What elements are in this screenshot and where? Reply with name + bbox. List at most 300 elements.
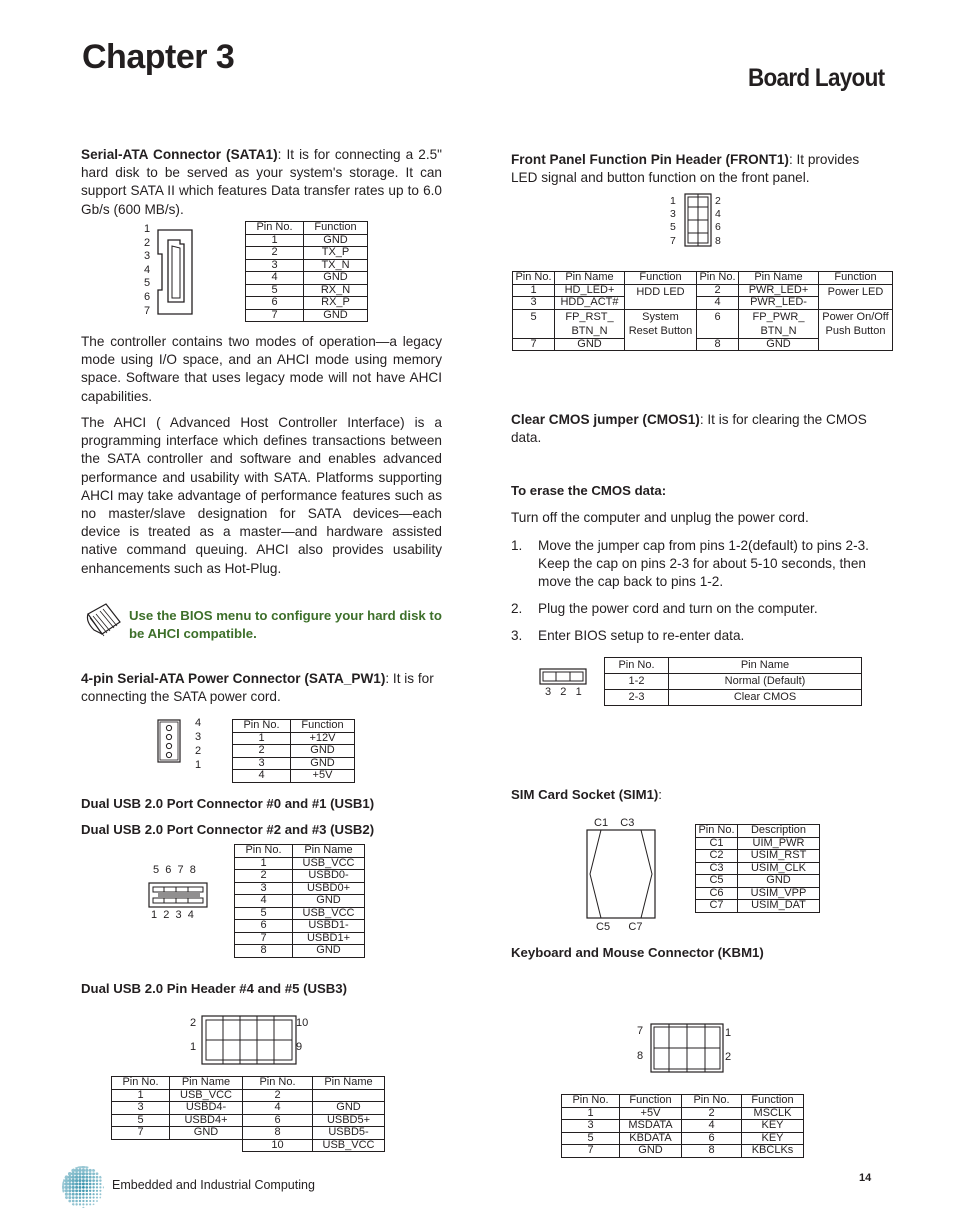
logo-dot xyxy=(96,1176,99,1179)
logo-dot xyxy=(89,1172,92,1175)
table-header: Pin No. xyxy=(562,1095,620,1108)
table-cell: UIM_PWR xyxy=(738,837,820,850)
table-cell: USB_VCC xyxy=(170,1089,243,1102)
usb3-label-tl: 2 xyxy=(190,1017,197,1029)
logo-dot xyxy=(75,1176,78,1179)
page-number: 14 xyxy=(859,1172,872,1184)
front1-table xyxy=(512,271,893,351)
logo-dot xyxy=(82,1169,85,1172)
table-cell: +12V xyxy=(291,732,355,745)
table-cell: USB_VCC xyxy=(313,1139,385,1152)
table-cell: GND xyxy=(304,309,368,322)
logo-dot xyxy=(72,1203,75,1206)
table-cell: 3 xyxy=(112,1102,170,1115)
table-cell: FP_RST_ BTN_N xyxy=(555,309,625,338)
cmos1-paragraph xyxy=(511,411,881,447)
logo-dot xyxy=(68,1182,71,1185)
logo-dot xyxy=(78,1179,81,1182)
step-text: Enter BIOS setup to re-enter data. xyxy=(538,628,745,643)
logo-dot xyxy=(68,1186,71,1189)
table-cell xyxy=(170,1139,243,1152)
table-cell: TX_N xyxy=(304,259,368,272)
table-cell: 2 xyxy=(697,284,739,297)
logo-dot xyxy=(86,1193,88,1195)
table-cell: GND xyxy=(313,1102,385,1115)
logo-dot xyxy=(65,1182,68,1185)
logo-dot xyxy=(82,1189,85,1192)
usb2-top-pins: 5 6 7 8 xyxy=(153,864,196,876)
table-cell: 6 xyxy=(246,297,304,310)
logo-dot xyxy=(78,1165,82,1169)
pin-label: 2 xyxy=(195,745,202,757)
table-cell: USBD4- xyxy=(170,1102,243,1115)
pin-label: 6 xyxy=(715,221,721,234)
logo-dot xyxy=(82,1186,85,1189)
logo-dot xyxy=(92,1186,94,1188)
logo-dot xyxy=(68,1200,71,1203)
logo-dot xyxy=(75,1179,78,1182)
logo-dot xyxy=(85,1186,88,1189)
logo-dot xyxy=(79,1189,82,1192)
pin-label: 4 xyxy=(144,263,151,276)
front1-title: Front Panel Function Pin Header (FRONT1) xyxy=(511,152,789,167)
logo-dot xyxy=(75,1203,77,1205)
sata-pw1-table xyxy=(232,719,355,783)
table-cell: Normal (Default) xyxy=(669,674,862,690)
sim1-heading xyxy=(511,787,662,802)
logo-dot xyxy=(93,1203,95,1205)
logo-dot xyxy=(85,1165,88,1168)
logo-dot xyxy=(65,1179,69,1183)
table-header: Pin No. xyxy=(696,825,738,838)
logo-dot xyxy=(68,1196,71,1199)
table-cell: GND xyxy=(739,338,819,351)
table-header: Pin No. xyxy=(682,1095,742,1108)
logo-dot xyxy=(96,1186,98,1188)
logo-dot xyxy=(99,1193,101,1195)
usb1-title: Dual USB 2.0 Port Connector #0 and #1 (USB1) xyxy=(81,796,375,811)
table-cell: GND xyxy=(291,757,355,770)
table-cell: HDD LED xyxy=(625,284,697,309)
step-number: 3. xyxy=(511,628,523,643)
table-cell: TX_P xyxy=(304,247,368,260)
logo-dot xyxy=(92,1183,95,1186)
logo-dot xyxy=(99,1186,101,1188)
table-cell: USBD1- xyxy=(293,920,365,933)
front1-paragraph xyxy=(511,151,876,187)
pin-label: 8 xyxy=(715,234,721,247)
step-number: 2. xyxy=(511,601,523,616)
logo-dot xyxy=(89,1169,92,1172)
logo-dot xyxy=(89,1176,92,1179)
table-header: Function xyxy=(742,1095,804,1108)
usb3-label-tr: 10 xyxy=(296,1017,309,1029)
logo-dot xyxy=(82,1183,85,1186)
table-cell: USB_VCC xyxy=(293,857,365,870)
table-cell: 5 xyxy=(562,1132,620,1145)
logo-dot xyxy=(85,1183,88,1186)
table-cell: USBD5+ xyxy=(313,1114,385,1127)
logo-dot xyxy=(82,1193,85,1196)
logo-dot xyxy=(75,1172,78,1175)
logo-dot xyxy=(68,1179,71,1182)
logo-dot xyxy=(72,1193,75,1196)
table-cell: +5V xyxy=(620,1107,682,1120)
logo-dot xyxy=(71,1169,75,1173)
table-cell: C3 xyxy=(696,862,738,875)
table-cell: GND xyxy=(304,272,368,285)
table-cell: 1 xyxy=(562,1107,620,1120)
logo-dot xyxy=(75,1186,78,1189)
logo-dot xyxy=(65,1186,68,1189)
table-cell: GND xyxy=(738,875,820,888)
table-header: Function xyxy=(304,222,368,235)
table-cell: 7 xyxy=(246,309,304,322)
table-cell: 5 xyxy=(513,309,555,338)
table-cell: 1 xyxy=(233,732,291,745)
list-item xyxy=(511,627,873,645)
globe-logo xyxy=(60,1164,106,1210)
logo-dot xyxy=(89,1193,91,1195)
pin-label: 1 xyxy=(195,759,202,771)
table-cell: 3 xyxy=(513,297,555,310)
logo-dot xyxy=(79,1183,82,1186)
pin-label: 3 xyxy=(195,731,202,743)
pin-label: 1 xyxy=(670,195,676,207)
kbm1-title: Keyboard and Mouse Connector (KBM1) xyxy=(511,945,764,960)
logo-dot xyxy=(72,1179,75,1182)
logo-dot xyxy=(89,1183,92,1186)
table-header: Function xyxy=(625,272,697,285)
section-title: Board Layout xyxy=(748,64,885,92)
usb3-header-diagram xyxy=(201,1015,297,1065)
table-cell: System Reset Button xyxy=(625,309,697,351)
table-cell: 6 xyxy=(235,920,293,933)
table-cell: 2 xyxy=(233,745,291,758)
sata-pw1-paragraph xyxy=(81,670,442,706)
kbm1-label-br: 2 xyxy=(725,1051,732,1063)
table-cell: 1-2 xyxy=(605,674,669,690)
table-cell: 2 xyxy=(246,247,304,260)
logo-dot xyxy=(93,1200,95,1202)
table-cell xyxy=(313,1089,385,1102)
table-cell: 4 xyxy=(233,770,291,783)
logo-dot xyxy=(89,1200,91,1202)
cmos-erase-title: To erase the CMOS data: xyxy=(511,483,667,498)
table-cell: 10 xyxy=(243,1139,313,1152)
table-cell: GND xyxy=(555,338,625,351)
table-header: Pin No. xyxy=(235,845,293,858)
front1-left-pins xyxy=(670,195,676,248)
usb3-title: Dual USB 2.0 Pin Header #4 and #5 (USB3) xyxy=(81,981,348,996)
table-header: Pin No. xyxy=(246,222,304,235)
logo-dot xyxy=(78,1176,81,1179)
logo-dot xyxy=(75,1200,78,1203)
front1-header-diagram xyxy=(684,193,712,249)
table-cell: Power On/Off Push Button xyxy=(819,309,893,351)
logo-dot xyxy=(75,1165,79,1169)
logo-dot xyxy=(82,1207,84,1209)
pin-label: 3 xyxy=(670,208,676,221)
logo-dot xyxy=(65,1189,68,1192)
logo-dot xyxy=(89,1196,91,1198)
logo-dot xyxy=(96,1197,98,1199)
table-header: Pin Name xyxy=(555,272,625,285)
table-cell: C5 xyxy=(696,875,738,888)
table-cell: 2-3 xyxy=(605,690,669,706)
logo-dot xyxy=(103,1186,105,1188)
table-cell: GND xyxy=(293,895,365,908)
note-text: Use the BIOS menu to configure your hard disk to be AHCI compatible. xyxy=(129,608,442,641)
table-cell: C1 xyxy=(696,837,738,850)
logo-dot xyxy=(65,1193,68,1196)
table-header: Function xyxy=(291,720,355,733)
logo-dot xyxy=(96,1183,98,1185)
sim1-title: SIM Card Socket (SIM1) xyxy=(511,787,659,802)
table-cell: 3 xyxy=(562,1120,620,1133)
sata1-table xyxy=(245,221,368,322)
cmos-steps xyxy=(511,537,873,654)
table-cell: GND xyxy=(293,945,365,958)
logo-dot xyxy=(68,1189,71,1192)
sata-pw1-title: 4-pin Serial-ATA Power Connector (SATA_PW1) xyxy=(81,671,386,686)
table-cell: PWR_LED- xyxy=(739,297,819,310)
pin-label: 5 xyxy=(670,221,676,234)
cmos1-table xyxy=(604,657,862,706)
kbm1-table xyxy=(561,1094,804,1158)
table-cell: GND xyxy=(291,745,355,758)
logo-dot xyxy=(72,1182,75,1185)
table-cell: 3 xyxy=(235,882,293,895)
table-cell: 4 xyxy=(682,1120,742,1133)
logo-dot xyxy=(86,1200,88,1202)
logo-dot xyxy=(96,1190,98,1192)
logo-dot xyxy=(99,1176,102,1179)
sim1-table xyxy=(695,824,820,913)
table-cell: 2 xyxy=(682,1107,742,1120)
logo-dot xyxy=(71,1172,75,1176)
table-cell: +5V xyxy=(291,770,355,783)
logo-dot xyxy=(82,1196,84,1198)
logo-dot xyxy=(99,1179,101,1181)
table-cell: Power LED xyxy=(819,284,893,309)
usb3-label-br: 9 xyxy=(296,1041,303,1053)
table-cell: KBDATA xyxy=(620,1132,682,1145)
logo-dot xyxy=(92,1179,95,1182)
note-icon xyxy=(84,600,124,640)
logo-dot xyxy=(82,1165,85,1168)
usb3-table xyxy=(111,1076,385,1152)
sim1-top-labels: C1 C3 xyxy=(594,817,635,829)
table-cell: 5 xyxy=(235,907,293,920)
logo-dot xyxy=(89,1179,92,1182)
table-header: Pin No. xyxy=(513,272,555,285)
logo-dot xyxy=(79,1196,82,1199)
table-cell: C2 xyxy=(696,850,738,863)
logo-dot xyxy=(75,1196,78,1199)
front1-desc: : It provides LED signal and button function on the front panel. xyxy=(511,152,860,186)
logo-dot xyxy=(79,1203,81,1205)
logo-dot xyxy=(61,1189,64,1192)
table-header: Function xyxy=(819,272,893,285)
table-cell: 8 xyxy=(235,945,293,958)
sata1-connector-diagram xyxy=(156,228,196,316)
logo-dot xyxy=(72,1189,75,1192)
table-cell: USIM_VPP xyxy=(738,887,820,900)
table-cell: 1 xyxy=(112,1089,170,1102)
logo-dot xyxy=(92,1172,95,1175)
pin-label: 4 xyxy=(195,717,202,729)
sata-pw1-connector-diagram xyxy=(157,718,193,766)
logo-dot xyxy=(86,1203,88,1205)
table-cell: 6 xyxy=(682,1132,742,1145)
logo-dot xyxy=(96,1179,99,1182)
table-cell: USBD4+ xyxy=(170,1114,243,1127)
logo-dot xyxy=(82,1176,85,1179)
table-cell: USIM_DAT xyxy=(738,900,820,913)
usb2-table xyxy=(234,844,365,958)
logo-dot xyxy=(61,1179,65,1183)
pin-label: 3 xyxy=(144,250,151,263)
logo-dot xyxy=(82,1172,85,1175)
logo-dot xyxy=(89,1186,92,1189)
sata1-paragraph xyxy=(81,146,442,219)
controller-paragraph: The controller contains two modes of operation—a legacy mode using I/O space, and an AHCI mode using memory space. Software that uses legacy mode will not have AHCI capabilities. xyxy=(81,334,442,404)
table-cell: PWR_LED+ xyxy=(739,284,819,297)
logo-dot xyxy=(86,1196,88,1198)
table-header: Description xyxy=(738,825,820,838)
table-cell: 7 xyxy=(235,932,293,945)
table-cell: 3 xyxy=(233,757,291,770)
logo-dot xyxy=(93,1197,95,1199)
table-cell: USBD0+ xyxy=(293,882,365,895)
pin-label: 5 xyxy=(144,277,151,290)
chapter-title: Chapter 3 xyxy=(82,38,235,76)
pin-label: 1 xyxy=(144,223,151,235)
table-cell: USBD5- xyxy=(313,1127,385,1140)
cmos-intro: Turn off the computer and unplug the power cord. xyxy=(511,510,809,525)
table-cell: 8 xyxy=(682,1145,742,1158)
logo-dot xyxy=(82,1203,84,1205)
table-cell: 2 xyxy=(243,1089,313,1102)
pin-label: 6 xyxy=(144,290,151,303)
logo-dot xyxy=(72,1196,75,1199)
logo-dot xyxy=(85,1172,88,1175)
table-cell: 6 xyxy=(697,309,739,338)
logo-dot xyxy=(92,1193,94,1195)
logo-dot xyxy=(99,1183,101,1185)
pin-label: 2 xyxy=(715,195,721,207)
table-header: Pin Name xyxy=(293,845,365,858)
logo-dot xyxy=(92,1190,94,1192)
table-cell: C6 xyxy=(696,887,738,900)
table-cell: 1 xyxy=(246,234,304,247)
table-cell: USIM_CLK xyxy=(738,862,820,875)
logo-dot xyxy=(89,1203,91,1205)
table-cell: HD_LED+ xyxy=(555,284,625,297)
table-cell: USIM_RST xyxy=(738,850,820,863)
list-item xyxy=(511,600,873,618)
logo-dot xyxy=(85,1169,88,1172)
ahci-paragraph: The AHCI ( Advanced Host Controller Interface) is a programming interface which defines transactions between the SATA controller and software and enables advanced performance and usability with SATA. Platforms supporting AHCI may take advantage of performance features such as no master/slave designation for SATA devices—each device is treated as a master—and hardware assisted native command queuing. AHCI also provides usability enhancements such as Hot-Plug. xyxy=(81,415,442,576)
table-cell: 3 xyxy=(246,259,304,272)
table-header: Pin Name xyxy=(739,272,819,285)
table-header: Pin No. xyxy=(605,658,669,674)
table-header: Pin No. xyxy=(233,720,291,733)
table-cell: 7 xyxy=(562,1145,620,1158)
sim1-bottom-labels: C5 C7 xyxy=(596,921,643,933)
logo-dot xyxy=(68,1193,71,1196)
table-cell: GND xyxy=(620,1145,682,1158)
logo-dot xyxy=(72,1200,75,1203)
logo-dot xyxy=(99,1197,101,1199)
logo-dot xyxy=(82,1179,85,1182)
table-cell: 6 xyxy=(243,1114,313,1127)
logo-dot xyxy=(78,1172,81,1175)
logo-dot xyxy=(85,1179,88,1182)
table-cell: USB_VCC xyxy=(293,907,365,920)
logo-dot xyxy=(61,1186,64,1189)
table-cell: 5 xyxy=(112,1114,170,1127)
table-cell: GND xyxy=(304,234,368,247)
table-cell: 8 xyxy=(697,338,739,351)
pin-label: 7 xyxy=(144,304,151,317)
table-cell: KEY xyxy=(742,1120,804,1133)
table-cell: FP_PWR_ BTN_N xyxy=(739,309,819,338)
logo-dot xyxy=(68,1172,72,1176)
sata1-pin-numbers xyxy=(144,223,150,318)
logo-dot xyxy=(75,1169,79,1173)
cmos-jumper-pins: 3 2 1 xyxy=(545,686,582,698)
logo-dot xyxy=(65,1196,68,1199)
table-header: Pin No. xyxy=(112,1077,170,1090)
logo-dot xyxy=(79,1193,82,1196)
logo-dot xyxy=(78,1169,81,1172)
kbm1-label-bl: 8 xyxy=(637,1050,644,1062)
table-header: Function xyxy=(620,1095,682,1108)
logo-dot xyxy=(96,1172,99,1175)
kbm1-label-tr: 1 xyxy=(725,1027,732,1039)
logo-dot xyxy=(92,1169,95,1172)
table-header: Pin No. xyxy=(697,272,739,285)
table-cell: GND xyxy=(170,1127,243,1140)
table-cell xyxy=(112,1139,170,1152)
step-number: 1. xyxy=(511,538,523,553)
table-header: Pin Name xyxy=(170,1077,243,1090)
table-header: Pin No. xyxy=(243,1077,313,1090)
footer-company: Embedded and Industrial Computing xyxy=(112,1178,315,1192)
table-cell: KBCLKs xyxy=(742,1145,804,1158)
usb2-bottom-pins: 1 2 3 4 xyxy=(151,909,194,921)
cmos-jumper-diagram xyxy=(539,668,589,686)
pin-label: 7 xyxy=(670,234,676,247)
logo-dot xyxy=(75,1189,78,1192)
table-cell: Clear CMOS xyxy=(669,690,862,706)
usb2-title: Dual USB 2.0 Port Connector #2 and #3 (USB2) xyxy=(81,822,375,837)
logo-dot xyxy=(75,1182,78,1185)
sata1-title: Serial-ATA Connector (SATA1) xyxy=(81,147,278,162)
logo-dot xyxy=(82,1200,84,1202)
table-cell: 4 xyxy=(235,895,293,908)
sim1-colon: : xyxy=(658,787,662,802)
table-cell: USBD1+ xyxy=(293,932,365,945)
table-cell: 4 xyxy=(246,272,304,285)
table-cell: MSDATA xyxy=(620,1120,682,1133)
logo-dot xyxy=(86,1190,89,1193)
usb2-connector-diagram xyxy=(148,882,210,910)
logo-dot xyxy=(61,1182,65,1186)
cmos1-desc: : It is for clearing the CMOS data. xyxy=(511,412,867,446)
